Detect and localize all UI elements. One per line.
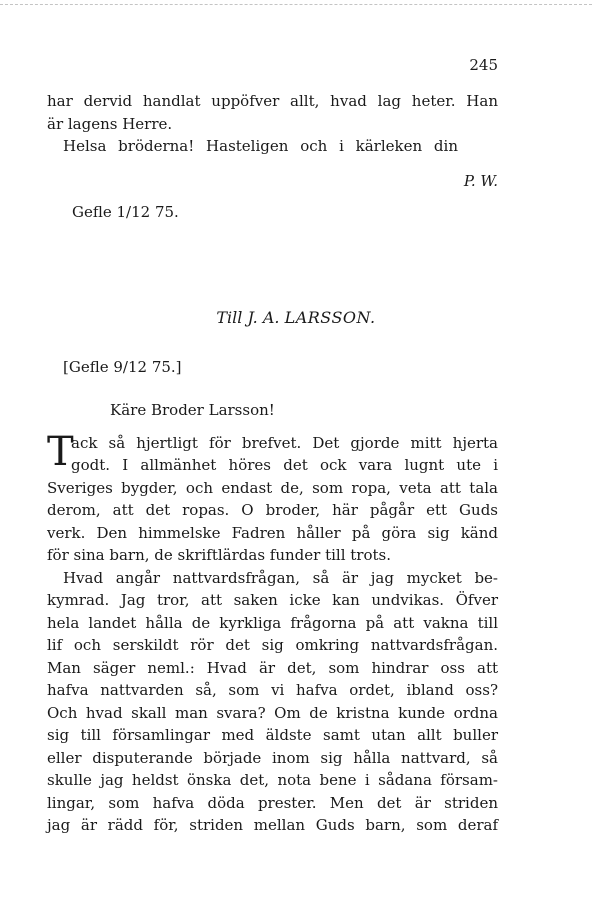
text-line: hafva nattvarden så, som vi hafva ordet, ibland oss? <box>47 681 498 699</box>
text-line: lif och serskildt rör det sig omkring nattvardsfrågan. <box>47 636 498 654</box>
text-line: Sveriges bygder, och endast de, som ropa, veta att tala <box>47 479 498 497</box>
text-line: kymrad. Jag tror, att saken icke kan undvikas. Öfver <box>47 591 498 609</box>
text-line: Hvad angår nattvardsfrågan, så är jag mycket be- <box>63 569 498 587</box>
text-line: ack så hjertligt för brefvet. Det gjorde mitt hjerta <box>71 434 498 452</box>
text-line: för sina barn, de skriftlärdas funder till trots. <box>47 546 392 564</box>
text-line: skulle jag heldst önska det, nota bene i sådana försam- <box>47 771 498 789</box>
page-top-edge <box>0 4 592 5</box>
text-line: godt. I allmänhet höres det ock vara lugnt ute i <box>71 456 498 474</box>
letter-heading <box>0 308 592 327</box>
text-line: Och hvad skall man svara? Om de kristna kunde ordna <box>47 704 498 722</box>
text-line: eller disputerande började inom sig hålla nattvard, så <box>47 749 498 767</box>
text-line: sig till församlingar med äldste samt utan allt buller <box>47 726 498 744</box>
text-line: hela landet hålla de kyrkliga frågorna på att vakna till <box>47 614 498 632</box>
text-line: verk. Den himmelske Fadren håller på göra sig känd <box>47 524 498 542</box>
text-line: har dervid handlat uppöfver allt, hvad lag heter. Han <box>47 92 498 110</box>
page-number: 245 <box>469 56 498 74</box>
salutation: Käre Broder Larsson! <box>110 401 275 419</box>
dateline: Gefle 1/12 75. <box>72 203 179 221</box>
text-line: jag är rädd för, striden mellan Guds barn, som deraf <box>47 816 498 834</box>
heading-name: LARSSON. <box>284 308 376 327</box>
text-line: Man säger neml.: Hvad är det, som hindrar oss att <box>47 659 498 677</box>
heading-prefix: Till J. A. <box>216 308 285 327</box>
letter-date: [Gefle 9/12 75.] <box>63 358 182 376</box>
text-line: är lagens Herre. <box>47 115 173 133</box>
signature: P. W. <box>463 172 498 190</box>
text-line: derom, att det ropas. O broder, här pågår ett Guds <box>47 501 498 519</box>
text-line: lingar, som hafva döda prester. Men det är striden <box>47 794 498 812</box>
greeting-line: Helsa bröderna! Hasteligen och i kärleken din <box>63 137 458 155</box>
drop-cap: T <box>47 429 74 475</box>
